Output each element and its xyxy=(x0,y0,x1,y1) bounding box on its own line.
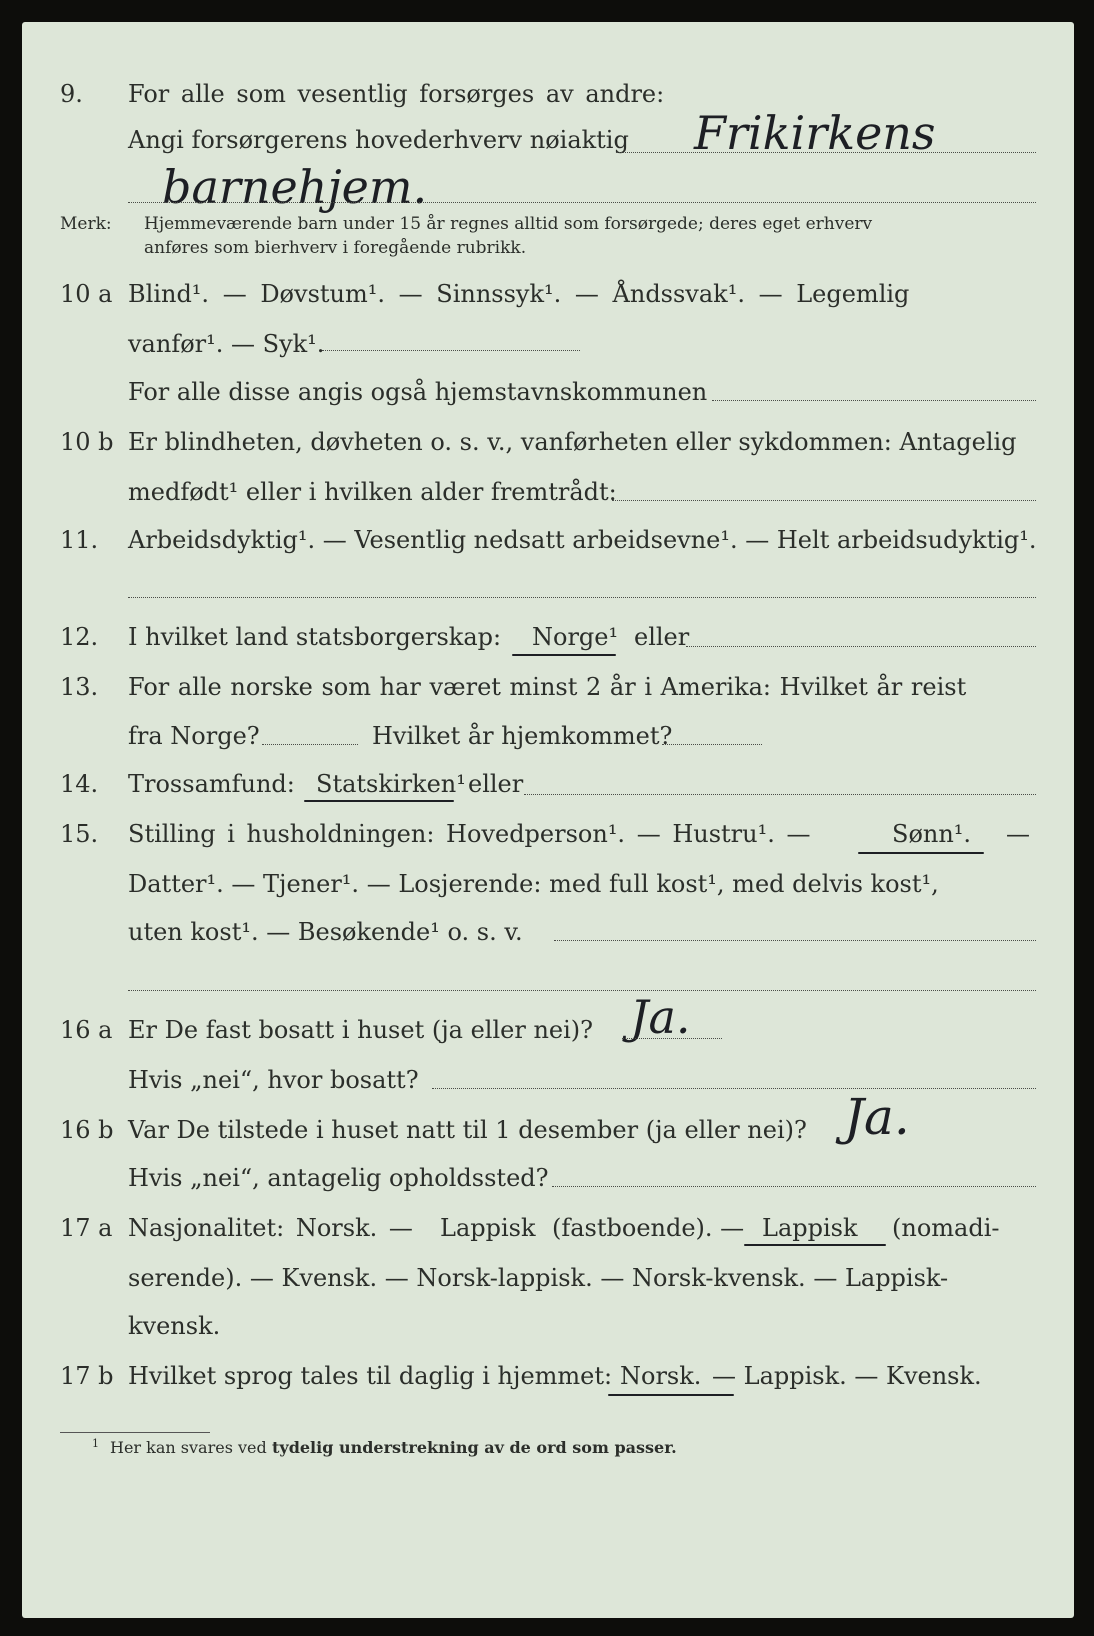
q17b-line1c: — Lappisk. — Kvensk. xyxy=(712,1362,982,1390)
q17b-option-norsk: Norsk. xyxy=(620,1362,702,1390)
q10b-number: 10 b xyxy=(60,428,114,456)
q17b-line1a: Hvilket sprog tales til daglig i hjemmet: xyxy=(128,1362,613,1390)
footnote-mark: 1 xyxy=(92,1437,99,1450)
q16b-number: 16 b xyxy=(60,1116,114,1144)
q15-answer-line xyxy=(554,940,1036,941)
q9-answer-line2 xyxy=(128,202,1036,203)
q9-line1: For alle som vesentlig forsørges av andre: xyxy=(128,80,665,108)
q14-answer-line xyxy=(524,794,1036,795)
q16a-line1: Er De fast bosatt i huset (ja eller nei)? xyxy=(128,1016,594,1044)
q9-number: 9. xyxy=(60,80,83,108)
q16a-answer-line xyxy=(622,1038,722,1039)
q10a-line2: vanfør¹. — Syk¹. xyxy=(128,330,325,358)
q12-norge-underline xyxy=(512,654,616,656)
q11-line1: Arbeidsdyktig¹. — Vesentlig nedsatt arbeidsevne¹. — Helt arbeidsudyktig¹. xyxy=(128,526,1037,554)
q9-handwritten-answer2: barnehjem. xyxy=(162,160,428,214)
q16b-handwritten-answer: Ja. xyxy=(844,1088,910,1146)
q15-extra-line xyxy=(128,990,1036,991)
q10b-line1: Er blindheten, døvheten o. s. v., vanførheten eller sykdommen: Antagelig xyxy=(128,428,1017,456)
q15-option-sonn: Sønn¹. xyxy=(892,820,972,848)
q13-hjemkommet-line xyxy=(662,744,762,745)
q12-answer-line xyxy=(686,646,1036,647)
q16b-line1: Var De tilstede i huset natt til 1 desember (ja eller nei)? xyxy=(128,1116,807,1144)
q9-handwritten-answer1: Frikirkens xyxy=(694,106,936,160)
q17a-option-lappisk-fastboende: Lappisk xyxy=(440,1214,536,1242)
q10a-line3: For alle disse angis også hjemstavnskommunen xyxy=(128,378,708,406)
q17a-lappisk-underline xyxy=(744,1244,886,1246)
merk-line2: anføres som bierhverv i foregående rubrikk. xyxy=(144,238,527,258)
q10a-kommune-line xyxy=(712,400,1036,401)
q17a-line1e: (nomadi- xyxy=(892,1214,1000,1242)
footnote-divider xyxy=(60,1432,210,1433)
q14-statskirken-underline xyxy=(304,800,454,802)
q12-suffix: eller xyxy=(634,623,690,651)
q13-line2b: Hvilket år hjemkommet? xyxy=(372,722,673,750)
footnote-text-b: tydelig understrekning av de ord som passer. xyxy=(272,1438,677,1457)
q14-number: 14. xyxy=(60,770,99,798)
q10b-answer-line xyxy=(612,500,1036,501)
merk-label: Merk: xyxy=(60,214,112,234)
q16a-line2: Hvis „nei“, hvor bosatt? xyxy=(128,1066,419,1094)
q13-number: 13. xyxy=(60,673,99,701)
q15-sonn-underline xyxy=(858,852,984,854)
q17a-number: 17 a xyxy=(60,1214,113,1242)
q16a-number: 16 a xyxy=(60,1016,113,1044)
q16a-handwritten-answer: Ja. xyxy=(630,990,691,1044)
footnote-text-a: Her kan svares ved xyxy=(110,1438,267,1457)
q15-line3: uten kost¹. — Besøkende¹ o. s. v. xyxy=(128,918,523,946)
q10a-line1: Blind¹. — Døvstum¹. — Sinnssyk¹. — Åndssvak¹. — Legemlig xyxy=(128,280,910,308)
q17a-line1a: Nasjonalitet: Norsk. — xyxy=(128,1214,413,1242)
q16b-line2: Hvis „nei“, antagelig opholdssted? xyxy=(128,1164,549,1192)
q11-number: 11. xyxy=(60,526,99,554)
q15-line1c: — xyxy=(1006,820,1030,848)
q16b-opholdssted-line xyxy=(552,1186,1036,1187)
q10b-line2: medfødt¹ eller i hvilken alder fremtrådt: xyxy=(128,478,617,506)
q12-prefix: I hvilket land statsborgerskap: xyxy=(128,623,502,651)
q16a-bosatt-line xyxy=(432,1088,1036,1089)
q10a-syk-line xyxy=(322,350,580,351)
q14-suffix: eller xyxy=(468,770,524,798)
q13-reist-line xyxy=(262,744,358,745)
q10a-number: 10 a xyxy=(60,280,113,308)
q17a-option-lappisk-nomadiserende: Lappisk xyxy=(762,1214,858,1242)
q17a-line2: serende). — Kvensk. — Norsk-lappisk. — Norsk-kvensk. — Lappisk- xyxy=(128,1264,949,1292)
q12-number: 12. xyxy=(60,623,99,651)
q12-option-norge: Norge¹ xyxy=(532,623,619,651)
q13-line1: For alle norske som har været minst 2 år i Amerika: Hvilket år reist xyxy=(128,673,967,701)
census-form-page xyxy=(22,22,1074,1618)
q17b-number: 17 b xyxy=(60,1362,114,1390)
q14-option-statskirken: Statskirken¹ xyxy=(316,770,466,798)
q15-line2: Datter¹. — Tjener¹. — Losjerende: med full kost¹, med delvis kost¹, xyxy=(128,870,939,898)
merk-line1: Hjemmeværende barn under 15 år regnes alltid som forsørgede; deres eget erhverv xyxy=(144,214,873,234)
q17a-line1c: (fastboende). — xyxy=(552,1214,745,1242)
q9-line2: Angi forsørgerens hovederhverv nøiaktig xyxy=(128,126,629,154)
q17a-line3: kvensk. xyxy=(128,1312,221,1340)
q11-answer-line xyxy=(128,597,1036,598)
q13-line2a: fra Norge? xyxy=(128,722,260,750)
q14-prefix: Trossamfund: xyxy=(128,770,295,798)
q15-number: 15. xyxy=(60,820,99,848)
q15-line1a: Stilling i husholdningen: Hovedperson¹. — Hustru¹. — xyxy=(128,820,811,848)
